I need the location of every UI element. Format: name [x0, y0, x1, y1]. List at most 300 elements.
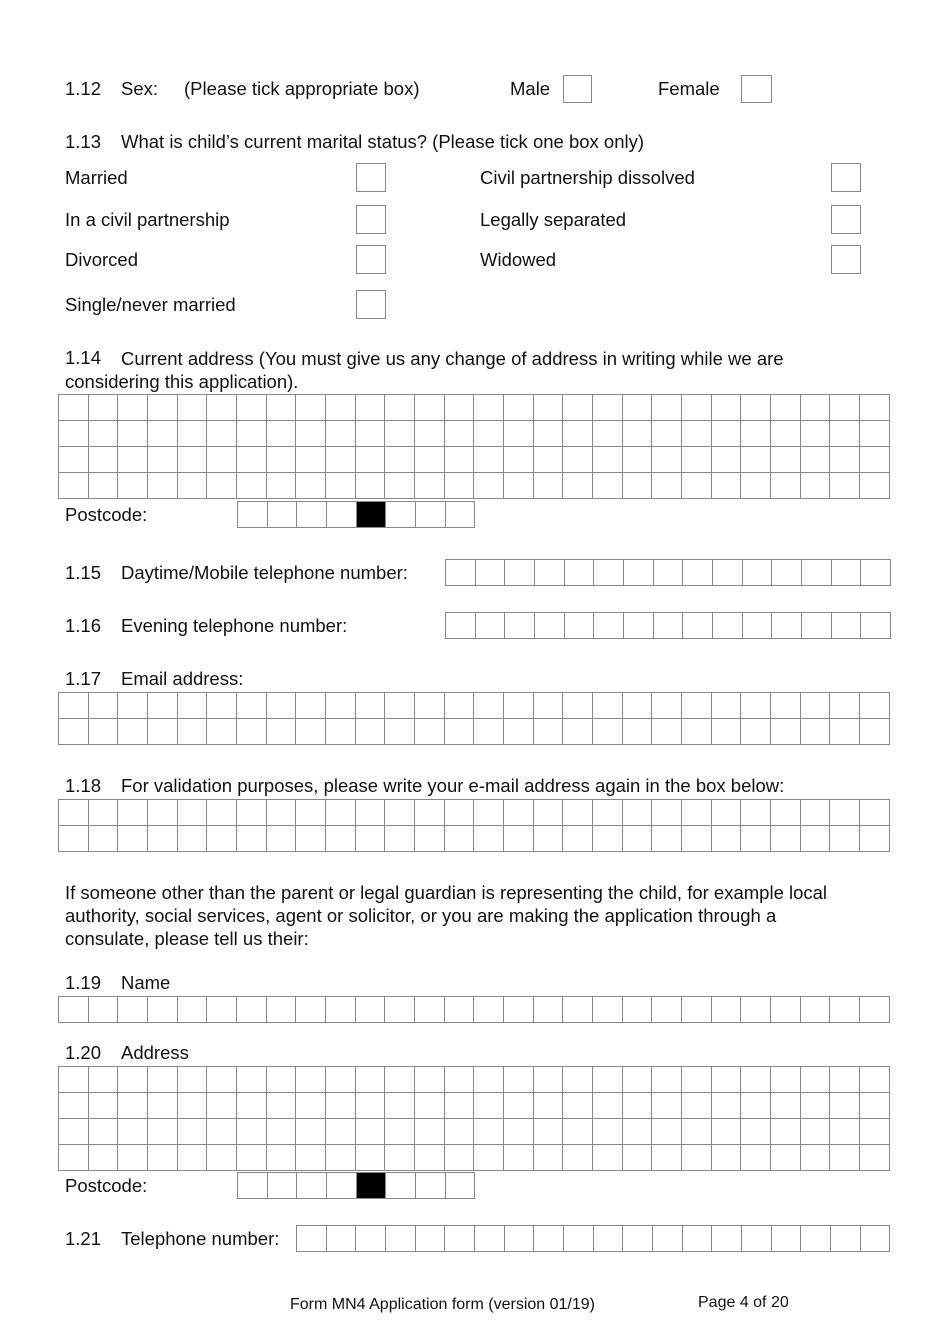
char-cell[interactable]: [534, 800, 564, 826]
char-cell[interactable]: [741, 1067, 771, 1093]
char-cell[interactable]: [861, 1226, 891, 1252]
char-cell[interactable]: [563, 997, 593, 1023]
single-checkbox[interactable]: [356, 290, 386, 319]
char-cell[interactable]: [593, 800, 623, 826]
char-cell[interactable]: [446, 560, 476, 586]
char-cell[interactable]: [860, 1067, 890, 1093]
char-cell[interactable]: [326, 395, 356, 421]
char-cell[interactable]: [563, 1119, 593, 1145]
char-cell[interactable]: [59, 800, 89, 826]
char-cell[interactable]: [476, 613, 506, 639]
char-cell[interactable]: [89, 719, 119, 745]
char-cell[interactable]: [415, 1145, 445, 1171]
postcode-input[interactable]: [237, 501, 475, 528]
char-cell[interactable]: [771, 719, 801, 745]
char-cell[interactable]: [623, 1119, 653, 1145]
char-cell[interactable]: [593, 473, 623, 499]
char-cell[interactable]: [326, 1119, 356, 1145]
char-cell[interactable]: [712, 826, 742, 852]
char-cell[interactable]: [445, 997, 475, 1023]
char-cell[interactable]: [356, 826, 386, 852]
char-cell[interactable]: [623, 473, 653, 499]
char-cell[interactable]: [801, 997, 831, 1023]
char-cell[interactable]: [830, 395, 860, 421]
char-cell[interactable]: [623, 693, 653, 719]
char-cell[interactable]: [385, 1093, 415, 1119]
rep-name-grid[interactable]: [58, 996, 890, 1023]
char-cell[interactable]: [296, 447, 326, 473]
char-cell[interactable]: [712, 395, 742, 421]
char-cell[interactable]: [860, 719, 890, 745]
char-cell[interactable]: [801, 826, 831, 852]
char-cell[interactable]: [623, 1093, 653, 1119]
char-cell[interactable]: [712, 997, 742, 1023]
char-cell[interactable]: [683, 613, 713, 639]
char-cell[interactable]: [267, 395, 297, 421]
char-cell[interactable]: [89, 693, 119, 719]
char-cell[interactable]: [446, 502, 476, 528]
char-cell[interactable]: [654, 613, 684, 639]
char-cell[interactable]: [89, 421, 119, 447]
char-cell[interactable]: [713, 560, 743, 586]
char-cell[interactable]: [652, 693, 682, 719]
char-cell[interactable]: [356, 1119, 386, 1145]
char-cell[interactable]: [682, 693, 712, 719]
char-cell[interactable]: [178, 395, 208, 421]
char-cell[interactable]: [771, 447, 801, 473]
char-cell[interactable]: [178, 473, 208, 499]
char-cell[interactable]: [296, 1067, 326, 1093]
char-cell[interactable]: [267, 800, 297, 826]
char-cell[interactable]: [296, 826, 326, 852]
char-cell[interactable]: [89, 826, 119, 852]
char-cell[interactable]: [624, 560, 654, 586]
char-cell[interactable]: [771, 997, 801, 1023]
char-cell[interactable]: [385, 1067, 415, 1093]
char-cell[interactable]: [801, 473, 831, 499]
char-cell[interactable]: [59, 1145, 89, 1171]
char-cell[interactable]: [682, 997, 712, 1023]
char-cell[interactable]: [861, 613, 891, 639]
char-cell[interactable]: [771, 693, 801, 719]
char-cell[interactable]: [741, 1145, 771, 1171]
email-grid[interactable]: [58, 692, 890, 745]
char-cell[interactable]: [148, 447, 178, 473]
char-cell[interactable]: [89, 1119, 119, 1145]
char-cell[interactable]: [474, 473, 504, 499]
char-cell[interactable]: [445, 1119, 475, 1145]
char-cell[interactable]: [237, 473, 267, 499]
char-cell[interactable]: [415, 1067, 445, 1093]
char-cell[interactable]: [267, 693, 297, 719]
char-cell[interactable]: [563, 1093, 593, 1119]
char-cell[interactable]: [504, 1093, 534, 1119]
char-cell[interactable]: [534, 395, 564, 421]
char-cell[interactable]: [267, 1119, 297, 1145]
char-cell[interactable]: [534, 693, 564, 719]
char-cell[interactable]: [118, 693, 148, 719]
civil-dissolved-checkbox[interactable]: [831, 163, 861, 192]
char-cell[interactable]: [326, 1145, 356, 1171]
char-cell[interactable]: [682, 719, 712, 745]
char-cell[interactable]: [474, 719, 504, 745]
char-cell[interactable]: [118, 447, 148, 473]
char-cell[interactable]: [326, 719, 356, 745]
email-confirm-grid[interactable]: [58, 799, 890, 852]
char-cell[interactable]: [682, 421, 712, 447]
char-cell[interactable]: [118, 1093, 148, 1119]
char-cell[interactable]: [59, 997, 89, 1023]
char-cell[interactable]: [415, 1093, 445, 1119]
char-cell[interactable]: [237, 447, 267, 473]
char-cell[interactable]: [712, 693, 742, 719]
char-cell[interactable]: [178, 1067, 208, 1093]
char-cell[interactable]: [118, 1145, 148, 1171]
char-cell[interactable]: [296, 1119, 326, 1145]
char-cell[interactable]: [504, 800, 534, 826]
char-cell[interactable]: [563, 1145, 593, 1171]
female-checkbox[interactable]: [741, 75, 772, 103]
char-cell[interactable]: [771, 421, 801, 447]
char-cell[interactable]: [563, 395, 593, 421]
char-cell[interactable]: [416, 502, 446, 528]
char-cell[interactable]: [474, 447, 504, 473]
char-cell[interactable]: [148, 395, 178, 421]
char-cell[interactable]: [178, 1119, 208, 1145]
char-cell[interactable]: [504, 693, 534, 719]
char-cell[interactable]: [386, 1226, 416, 1252]
char-cell[interactable]: [237, 395, 267, 421]
char-cell[interactable]: [445, 1093, 475, 1119]
char-cell[interactable]: [563, 447, 593, 473]
married-checkbox[interactable]: [356, 163, 386, 192]
char-cell[interactable]: [118, 719, 148, 745]
char-cell[interactable]: [593, 1145, 623, 1171]
char-cell[interactable]: [563, 693, 593, 719]
rep-phone-input[interactable]: [296, 1225, 890, 1252]
char-cell[interactable]: [207, 1093, 237, 1119]
char-cell[interactable]: [385, 421, 415, 447]
char-cell[interactable]: [860, 473, 890, 499]
char-cell[interactable]: [712, 1067, 742, 1093]
widowed-checkbox[interactable]: [831, 245, 861, 274]
char-cell[interactable]: [534, 997, 564, 1023]
char-cell[interactable]: [623, 1067, 653, 1093]
char-cell[interactable]: [326, 826, 356, 852]
char-cell[interactable]: [297, 1173, 327, 1199]
char-cell[interactable]: [148, 421, 178, 447]
char-cell[interactable]: [474, 395, 504, 421]
char-cell[interactable]: [445, 826, 475, 852]
char-cell[interactable]: [356, 800, 386, 826]
char-cell[interactable]: [326, 473, 356, 499]
char-cell[interactable]: [593, 1093, 623, 1119]
char-cell[interactable]: [238, 502, 268, 528]
char-cell[interactable]: [445, 719, 475, 745]
char-cell[interactable]: [267, 719, 297, 745]
char-cell[interactable]: [296, 719, 326, 745]
char-cell[interactable]: [743, 560, 773, 586]
char-cell[interactable]: [385, 1145, 415, 1171]
char-cell[interactable]: [623, 826, 653, 852]
evening-phone-input[interactable]: [445, 612, 891, 639]
char-cell[interactable]: [296, 473, 326, 499]
char-cell[interactable]: [267, 1145, 297, 1171]
char-cell[interactable]: [505, 613, 535, 639]
char-cell[interactable]: [207, 395, 237, 421]
char-cell[interactable]: [563, 1067, 593, 1093]
char-cell[interactable]: [504, 421, 534, 447]
char-cell[interactable]: [207, 800, 237, 826]
char-cell[interactable]: [831, 1226, 861, 1252]
char-cell[interactable]: [327, 502, 357, 528]
char-cell[interactable]: [237, 1145, 267, 1171]
char-cell[interactable]: [534, 719, 564, 745]
current-address-grid[interactable]: [58, 394, 890, 499]
char-cell[interactable]: [860, 997, 890, 1023]
char-cell[interactable]: [415, 719, 445, 745]
char-cell[interactable]: [326, 693, 356, 719]
char-cell[interactable]: [296, 1145, 326, 1171]
char-cell[interactable]: [624, 613, 654, 639]
char-cell[interactable]: [741, 997, 771, 1023]
char-cell[interactable]: [296, 395, 326, 421]
char-cell[interactable]: [741, 473, 771, 499]
char-cell[interactable]: [652, 447, 682, 473]
char-cell[interactable]: [593, 1067, 623, 1093]
char-cell[interactable]: [712, 719, 742, 745]
char-cell[interactable]: [118, 1119, 148, 1145]
char-cell[interactable]: [267, 421, 297, 447]
char-cell[interactable]: [89, 395, 119, 421]
char-cell[interactable]: [385, 447, 415, 473]
char-cell[interactable]: [801, 693, 831, 719]
char-cell[interactable]: [297, 1226, 327, 1252]
char-cell[interactable]: [445, 1067, 475, 1093]
char-cell[interactable]: [593, 395, 623, 421]
char-cell[interactable]: [59, 1067, 89, 1093]
char-cell[interactable]: [801, 395, 831, 421]
char-cell[interactable]: [356, 693, 386, 719]
char-cell[interactable]: [504, 395, 534, 421]
char-cell[interactable]: [385, 826, 415, 852]
char-cell[interactable]: [296, 693, 326, 719]
char-cell[interactable]: [148, 826, 178, 852]
char-cell[interactable]: [178, 1145, 208, 1171]
char-cell[interactable]: [207, 1145, 237, 1171]
char-cell[interactable]: [830, 1145, 860, 1171]
char-cell[interactable]: [59, 719, 89, 745]
char-cell[interactable]: [474, 1067, 504, 1093]
divorced-checkbox[interactable]: [356, 245, 386, 274]
char-cell[interactable]: [178, 719, 208, 745]
char-cell[interactable]: [89, 1145, 119, 1171]
char-cell[interactable]: [118, 826, 148, 852]
char-cell[interactable]: [148, 800, 178, 826]
char-cell[interactable]: [89, 997, 119, 1023]
char-cell[interactable]: [89, 1093, 119, 1119]
char-cell[interactable]: [860, 395, 890, 421]
char-cell[interactable]: [504, 826, 534, 852]
char-cell[interactable]: [356, 997, 386, 1023]
char-cell[interactable]: [415, 421, 445, 447]
char-cell[interactable]: [534, 1145, 564, 1171]
char-cell[interactable]: [207, 421, 237, 447]
char-cell[interactable]: [59, 421, 89, 447]
char-cell[interactable]: [476, 560, 506, 586]
char-cell[interactable]: [593, 997, 623, 1023]
char-cell[interactable]: [267, 473, 297, 499]
char-cell[interactable]: [178, 826, 208, 852]
char-cell[interactable]: [326, 1067, 356, 1093]
char-cell[interactable]: [860, 1093, 890, 1119]
char-cell[interactable]: [148, 1119, 178, 1145]
char-cell[interactable]: [237, 997, 267, 1023]
char-cell[interactable]: [385, 719, 415, 745]
char-cell[interactable]: [713, 613, 743, 639]
char-cell[interactable]: [563, 826, 593, 852]
char-cell[interactable]: [415, 473, 445, 499]
char-cell[interactable]: [446, 1173, 476, 1199]
char-cell[interactable]: [801, 1145, 831, 1171]
char-cell[interactable]: [830, 693, 860, 719]
char-cell[interactable]: [535, 560, 565, 586]
char-cell[interactable]: [474, 826, 504, 852]
char-cell[interactable]: [267, 826, 297, 852]
char-cell[interactable]: [830, 1067, 860, 1093]
char-cell[interactable]: [356, 1093, 386, 1119]
char-cell[interactable]: [741, 800, 771, 826]
char-cell[interactable]: [504, 473, 534, 499]
char-cell[interactable]: [830, 719, 860, 745]
char-cell[interactable]: [534, 473, 564, 499]
char-cell[interactable]: [59, 693, 89, 719]
char-cell[interactable]: [474, 997, 504, 1023]
char-cell[interactable]: [237, 1093, 267, 1119]
char-cell[interactable]: [296, 997, 326, 1023]
char-cell[interactable]: [830, 421, 860, 447]
char-cell[interactable]: [267, 1067, 297, 1093]
char-cell[interactable]: [652, 997, 682, 1023]
char-cell[interactable]: [652, 1093, 682, 1119]
char-cell[interactable]: [504, 719, 534, 745]
char-cell[interactable]: [59, 447, 89, 473]
char-cell[interactable]: [802, 560, 832, 586]
char-cell[interactable]: [474, 1119, 504, 1145]
char-cell[interactable]: [445, 421, 475, 447]
char-cell[interactable]: [802, 613, 832, 639]
char-cell[interactable]: [504, 997, 534, 1023]
char-cell[interactable]: [534, 1226, 564, 1252]
char-cell[interactable]: [801, 1067, 831, 1093]
char-cell[interactable]: [771, 1119, 801, 1145]
char-cell[interactable]: [415, 447, 445, 473]
char-cell[interactable]: [178, 800, 208, 826]
char-cell[interactable]: [207, 719, 237, 745]
char-cell[interactable]: [742, 1226, 772, 1252]
char-cell[interactable]: [59, 395, 89, 421]
char-cell[interactable]: [712, 1226, 742, 1252]
daytime-phone-input[interactable]: [445, 559, 891, 586]
char-cell[interactable]: [801, 1119, 831, 1145]
char-cell[interactable]: [178, 693, 208, 719]
char-cell[interactable]: [623, 395, 653, 421]
char-cell[interactable]: [445, 473, 475, 499]
char-cell[interactable]: [565, 613, 595, 639]
char-cell[interactable]: [682, 447, 712, 473]
char-cell[interactable]: [682, 826, 712, 852]
char-cell[interactable]: [683, 560, 713, 586]
char-cell[interactable]: [594, 560, 624, 586]
char-cell[interactable]: [623, 800, 653, 826]
char-cell[interactable]: [741, 1093, 771, 1119]
char-cell[interactable]: [652, 1145, 682, 1171]
char-cell[interactable]: [474, 421, 504, 447]
char-cell[interactable]: [563, 719, 593, 745]
char-cell[interactable]: [830, 1093, 860, 1119]
char-cell[interactable]: [474, 693, 504, 719]
char-cell[interactable]: [652, 1067, 682, 1093]
char-cell[interactable]: [743, 613, 773, 639]
char-cell[interactable]: [385, 473, 415, 499]
char-cell[interactable]: [593, 447, 623, 473]
char-cell[interactable]: [148, 997, 178, 1023]
char-cell[interactable]: [415, 395, 445, 421]
char-cell[interactable]: [860, 1119, 890, 1145]
char-cell[interactable]: [296, 800, 326, 826]
char-cell[interactable]: [593, 1119, 623, 1145]
char-cell[interactable]: [741, 693, 771, 719]
char-cell[interactable]: [771, 1067, 801, 1093]
char-cell[interactable]: [771, 395, 801, 421]
char-cell[interactable]: [563, 421, 593, 447]
char-cell[interactable]: [118, 395, 148, 421]
char-cell[interactable]: [682, 395, 712, 421]
char-cell[interactable]: [237, 826, 267, 852]
char-cell[interactable]: [118, 473, 148, 499]
char-cell[interactable]: [148, 693, 178, 719]
char-cell[interactable]: [445, 447, 475, 473]
rep-postcode-input[interactable]: [237, 1172, 475, 1199]
char-cell[interactable]: [801, 447, 831, 473]
char-cell[interactable]: [771, 826, 801, 852]
char-cell[interactable]: [504, 1119, 534, 1145]
char-cell[interactable]: [268, 1173, 298, 1199]
char-cell[interactable]: [535, 613, 565, 639]
char-cell[interactable]: [356, 719, 386, 745]
char-cell[interactable]: [267, 997, 297, 1023]
char-cell[interactable]: [416, 1173, 446, 1199]
char-cell[interactable]: [563, 473, 593, 499]
char-cell[interactable]: [593, 826, 623, 852]
char-cell[interactable]: [445, 800, 475, 826]
char-cell[interactable]: [385, 800, 415, 826]
char-cell[interactable]: [741, 1119, 771, 1145]
char-cell[interactable]: [148, 1093, 178, 1119]
char-cell[interactable]: [712, 1145, 742, 1171]
char-cell[interactable]: [237, 1067, 267, 1093]
char-cell[interactable]: [741, 395, 771, 421]
char-cell[interactable]: [207, 826, 237, 852]
char-cell[interactable]: [712, 473, 742, 499]
char-cell[interactable]: [741, 421, 771, 447]
char-cell[interactable]: [59, 1093, 89, 1119]
char-cell[interactable]: [474, 1093, 504, 1119]
char-cell[interactable]: [712, 447, 742, 473]
char-cell[interactable]: [830, 826, 860, 852]
char-cell[interactable]: [326, 1093, 356, 1119]
char-cell[interactable]: [238, 1173, 268, 1199]
